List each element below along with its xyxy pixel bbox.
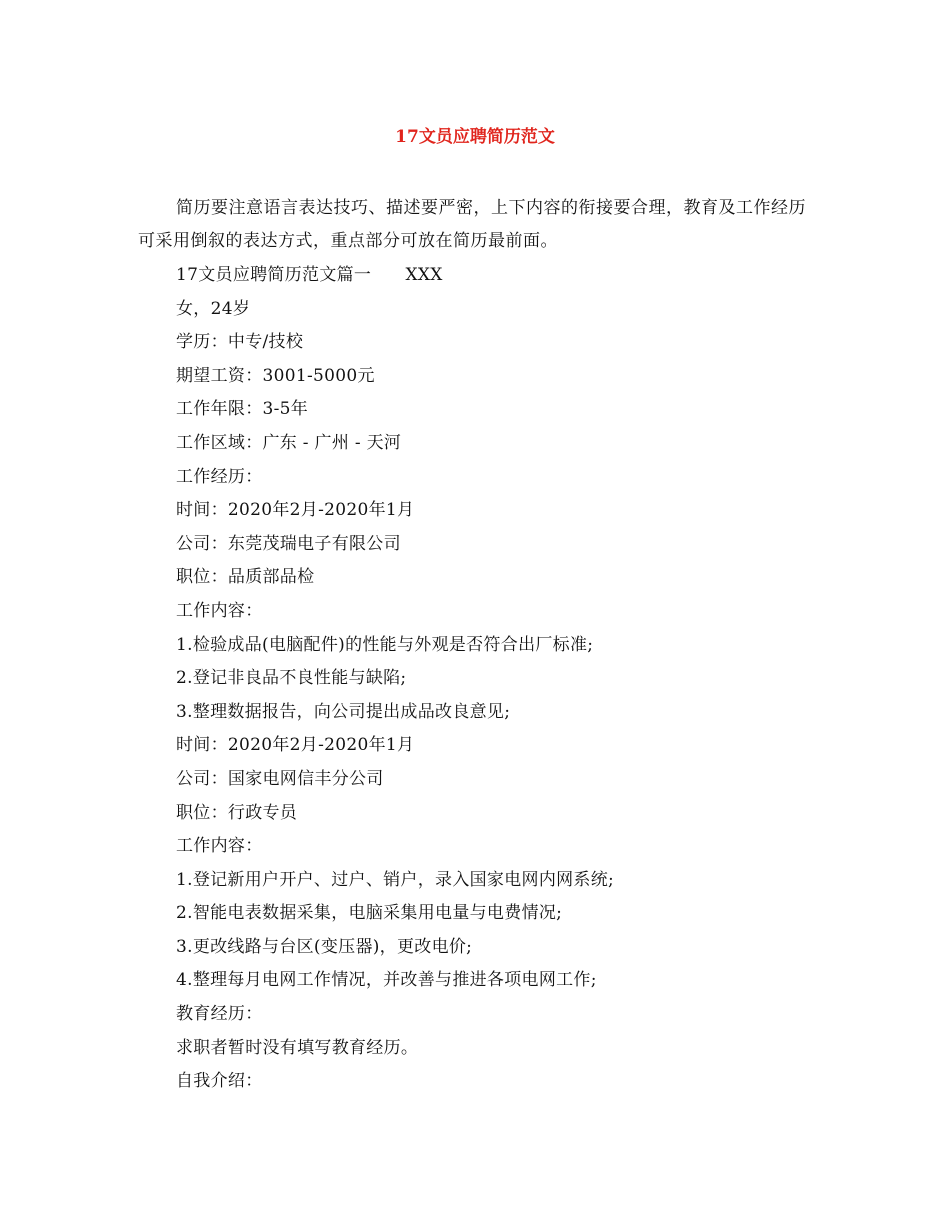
resume-line-duty-1-2: 2.登记非良品不良性能与缺陷; (176, 668, 407, 689)
resume-line-position-2: 职位：行政专员 (176, 802, 298, 823)
resume-body (176, 259, 836, 1099)
resume-line-expected-salary: 期望工资：3001-5000元 (176, 365, 375, 386)
resume-line-work-region: 工作区域：广东 - 广州 - 天河 (176, 432, 402, 453)
resume-line-company-1: 公司：东莞茂瑞电子有限公司 (176, 533, 401, 554)
resume-line-duty-2-4: 4.整理每月电网工作情况，并改善与推进各项电网工作; (176, 970, 597, 991)
resume-line-duties-label-2: 工作内容： (176, 836, 263, 857)
resume-line-time-2: 时间：2020年2月-2020年1月 (176, 735, 415, 756)
resume-line-duty-2-3: 3.更改线路与台区(变压器)，更改电价; (176, 936, 473, 957)
resume-line-duty-1-3: 3.整理数据报告，向公司提出成品改良意见; (176, 701, 511, 722)
resume-line-work-years: 工作年限：3-5年 (176, 399, 309, 420)
resume-line-duty-2-1: 1.登记新用户开户、过户、销户，录入国家电网内网系统; (176, 869, 615, 890)
resume-line-company-2: 公司：国家电网信丰分公司 (176, 768, 384, 789)
resume-line-education-none: 求职者暂时没有填写教育经历。 (176, 1037, 419, 1058)
resume-line-duty-1-1: 1.检验成品(电脑配件)的性能与外观是否符合出厂标准; (176, 634, 594, 655)
resume-line-education-level: 学历：中专/技校 (176, 332, 304, 353)
resume-line-time-1: 时间：2020年2月-2020年1月 (176, 500, 415, 521)
document-title: 17文员应聘简历范文 (395, 127, 555, 147)
resume-line-section-heading: 17文员应聘简历范文篇一 XXX (176, 265, 443, 285)
resume-line-duties-label-1: 工作内容： (176, 600, 263, 621)
resume-line-education-label: 教育经历： (176, 1004, 263, 1025)
resume-line-self-intro-label: 自我介绍： (176, 1071, 263, 1092)
resume-line-position-1: 职位：品质部品检 (176, 567, 315, 588)
resume-line-work-experience-label: 工作经历： (176, 466, 263, 487)
intro-paragraph: 简历要注意语言表达技巧、描述要严密，上下内容的衔接要合理，教育及工作经历可采用倒叙的表达方式，重点部分可放在简历最前面。 (138, 198, 806, 251)
resume-line-duty-2-2: 2.智能电表数据采集，电脑采集用电量与电费情况; (176, 903, 563, 924)
resume-line-gender-age: 女，24岁 (176, 298, 251, 319)
